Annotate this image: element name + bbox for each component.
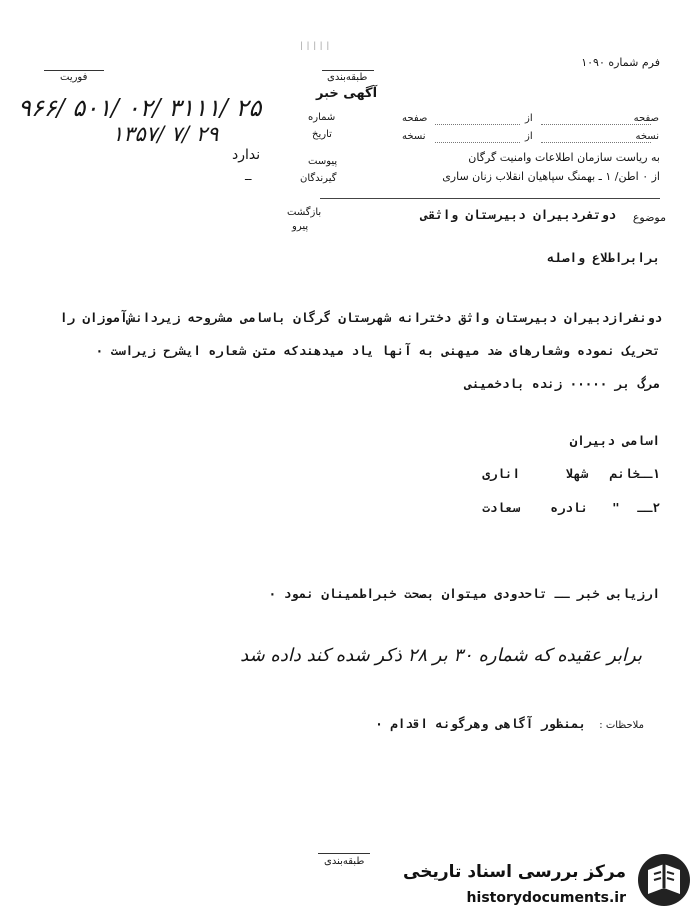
names-title: اسامی دبیران bbox=[569, 433, 660, 448]
remarks-label: ملاحظات : bbox=[599, 720, 644, 731]
subject-text: دوتفردبیران دبیرستان واثقی bbox=[420, 207, 616, 222]
to-line: به ریاست سازمان اطلاعات وامنیت گرگان bbox=[468, 151, 660, 164]
form-number: فرم شماره ۱۰۹۰ bbox=[581, 56, 660, 69]
attachment-label: پیوست bbox=[308, 156, 338, 167]
recipients-label: گیرندگان bbox=[300, 173, 337, 184]
teacher-first-name: نادره bbox=[550, 500, 588, 515]
classification-label: طبقه‌بندی bbox=[327, 72, 368, 83]
teacher-last-name: اناری bbox=[482, 466, 520, 481]
urgency-label: فوریت bbox=[60, 72, 88, 83]
remarks-text: بمنظور آگاهی وهرگونه اقدام ۰ bbox=[375, 716, 586, 731]
from-line: از ۰ اطن/ ۱ ـ بهمنگ سپاهیان انقلاب زنان ساری bbox=[442, 170, 660, 183]
copy-label: نسخه bbox=[635, 131, 659, 142]
subject-label: موضوع bbox=[632, 211, 666, 224]
recipients-value: ــ bbox=[245, 170, 252, 183]
date-label: تاریخ bbox=[312, 129, 332, 140]
teacher-title: " bbox=[612, 500, 620, 515]
doc-type: آگهی خبر bbox=[316, 86, 378, 101]
handwritten-note: برابر عقیده که شماره ۳۰ بر ۲۸ ذکر شده کند داده شد bbox=[240, 645, 642, 666]
of-label: از bbox=[525, 113, 533, 124]
follow-label: پیرو bbox=[292, 221, 309, 232]
slogan: مرگ بر ۰۰۰۰۰ زنده بادخمینی bbox=[464, 376, 660, 391]
page-label: صفحه bbox=[633, 113, 659, 124]
page-label-2: صفحه bbox=[402, 113, 428, 124]
attachment-value: ندارد bbox=[232, 147, 261, 163]
teacher-last-name: سعادت bbox=[482, 500, 520, 515]
body-line-1: دونفرازدبیران دبیرستان واثق دخترانه شهرستان گرگان باسامی مشروحه زیردانش‌آموزان را bbox=[59, 310, 662, 325]
intro-text: برابراطلاع واصله bbox=[547, 250, 660, 265]
of-label-2: از bbox=[525, 131, 533, 142]
handwritten-date: ۱۳۵۷/ ۷/ ۲۹ bbox=[112, 122, 219, 146]
faint-stamp: ا ا ا ا ا bbox=[300, 40, 330, 53]
teacher-number: ۱ــ bbox=[637, 466, 660, 481]
watermark-title: مرکز بررسی اسناد تاریخی bbox=[403, 862, 626, 882]
number-label: شماره bbox=[308, 112, 336, 123]
teacher-title: خانم bbox=[609, 466, 640, 481]
teacher-first-name: شهلا bbox=[565, 466, 588, 481]
watermark-url: historydocuments.ir bbox=[466, 890, 626, 906]
body-line-2: تحریک نموده وشعارهای ضد میهنی به آنها یاد میدهندکه متن شعاره ایشرح زیراست ۰ bbox=[95, 343, 660, 358]
evaluation-text: ارزیابی خبر ــ تاحدودی میتوان بصحت خبراطمینان نمود ۰ bbox=[268, 586, 660, 601]
reference-label: بازگشت bbox=[287, 207, 322, 218]
footer-classification: طبقه‌بندی bbox=[324, 856, 365, 867]
teacher-number: ۲ــ bbox=[637, 500, 660, 515]
handwritten-number: ۹۶۶/ ۵۰۱/ ۰۲/ ۳۱۱۱/ ۲۵ bbox=[18, 94, 262, 122]
archive-logo-icon bbox=[634, 850, 694, 910]
copy-label-2: نسخه bbox=[402, 131, 426, 142]
